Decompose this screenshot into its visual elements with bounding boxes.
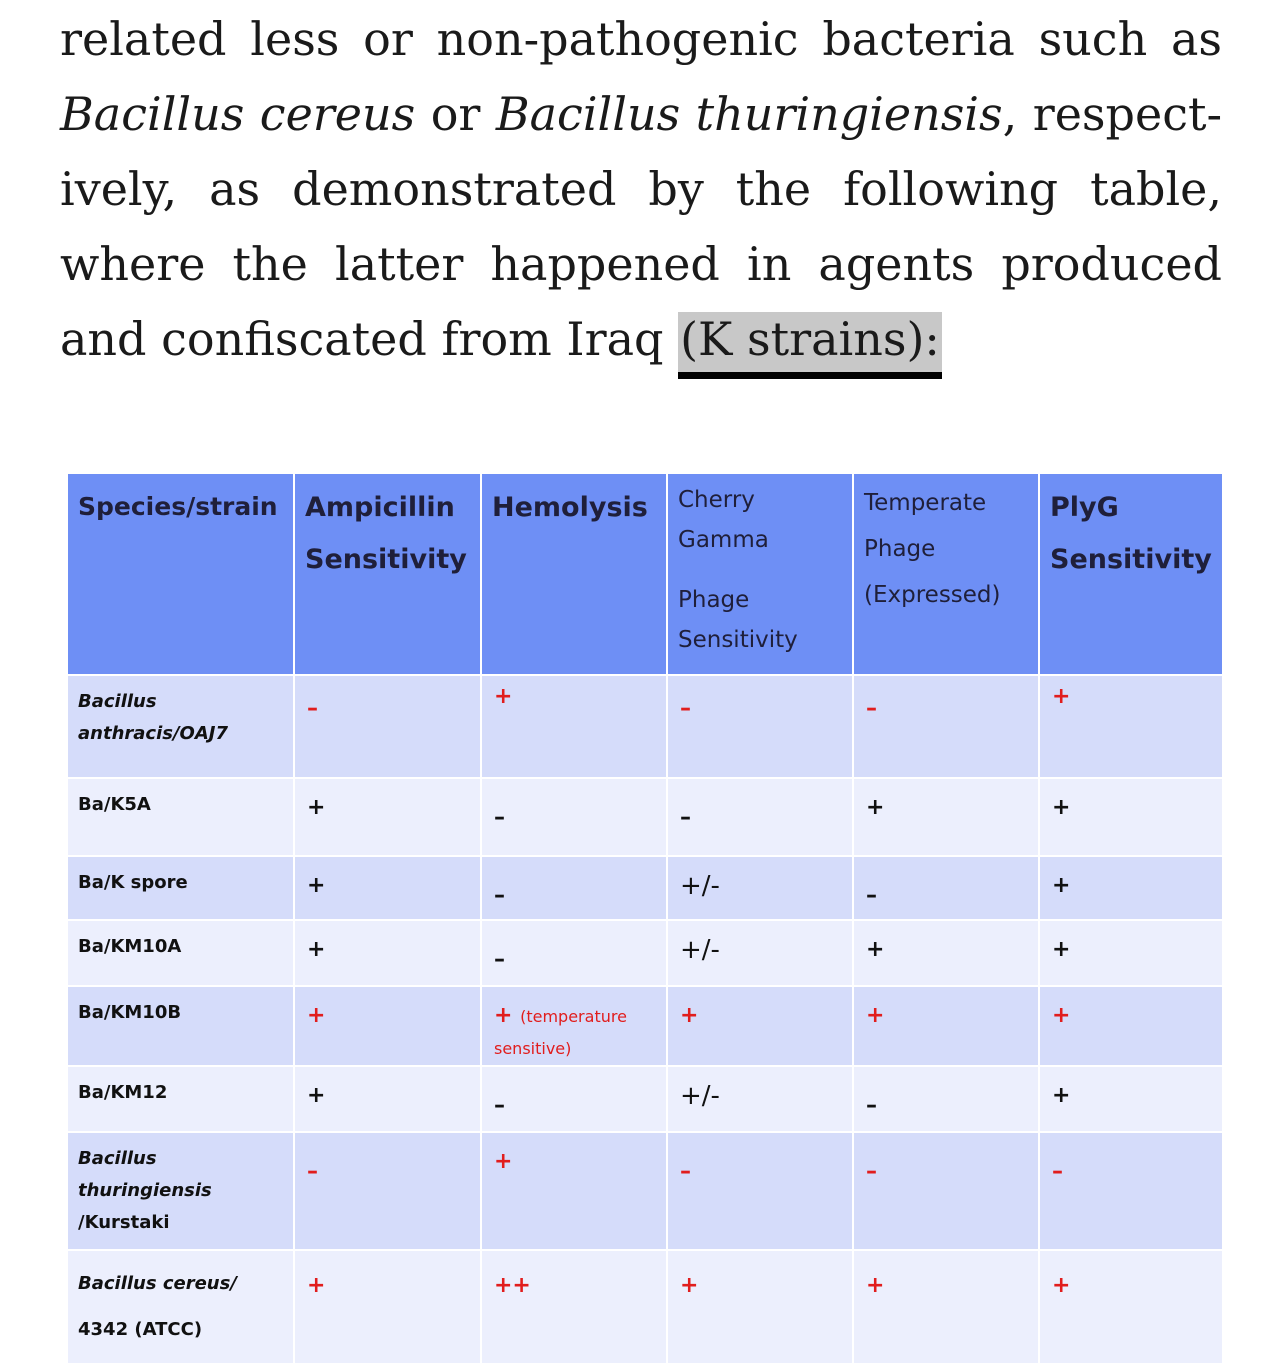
hemolysis-cell: –: [481, 1066, 667, 1132]
ampicillin-cell: –: [294, 675, 481, 778]
plyg-cell: +: [1039, 675, 1223, 778]
cherry-phage-cell: –: [667, 778, 853, 856]
cherry-phage-cell: +: [667, 1250, 853, 1364]
species-cell: Ba/K5A: [67, 778, 294, 856]
header-cherry-gamma: Cherry Gamma: [678, 487, 769, 553]
table-row: [67, 778, 1223, 856]
header-hemolysis: Hemolysis: [481, 473, 667, 675]
species-cell: Ba/KM12: [67, 1066, 294, 1132]
species-cell: Bacillus anthracis/OAJ7: [67, 675, 294, 778]
header-phage-sensitivity: Phage Sensitivity: [678, 587, 798, 653]
strain-comparison-table: [66, 472, 1224, 1365]
header-ampicillin-sensitivity: Ampicillin Sensitivity: [294, 473, 481, 675]
table-row: [67, 920, 1223, 986]
temperate-phage-cell: –: [853, 856, 1039, 920]
ampicillin-cell: +: [294, 920, 481, 986]
plyg-cell: +: [1039, 778, 1223, 856]
text-confiscated: and confiscated from Iraq: [60, 312, 679, 366]
plyg-cell: +: [1039, 856, 1223, 920]
temperate-phage-cell: –: [853, 1132, 1039, 1250]
ampicillin-cell: +: [294, 856, 481, 920]
cherry-phage-cell: +: [667, 986, 853, 1066]
header-cherry-gamma-phage: [667, 473, 853, 675]
species-strain: /Kurstaki: [78, 1212, 170, 1233]
cherry-phage-cell: +/-: [667, 856, 853, 920]
ampicillin-cell: +: [294, 986, 481, 1066]
header-plyg-sensitivity: PlyG Sensitivity: [1039, 473, 1223, 675]
table-header-row: [67, 473, 1223, 675]
temperate-phage-cell: +: [853, 1250, 1039, 1364]
paragraph-line-5: [60, 302, 1222, 377]
plyg-cell: –: [1039, 1132, 1223, 1250]
header-spacer: [678, 560, 842, 580]
temperate-phage-cell: –: [853, 1066, 1039, 1132]
temperate-phage-cell: +: [853, 778, 1039, 856]
table-row: [67, 1250, 1223, 1364]
species-cell: Ba/K spore: [67, 856, 294, 920]
ampicillin-cell: +: [294, 778, 481, 856]
temperate-phage-cell: +: [853, 986, 1039, 1066]
ampicillin-cell: –: [294, 1132, 481, 1250]
species-cell: Ba/KM10A: [67, 920, 294, 986]
hemolysis-cell: ++: [481, 1250, 667, 1364]
text-or: or: [415, 87, 496, 141]
ampicillin-cell: +: [294, 1250, 481, 1364]
cherry-phage-cell: –: [667, 675, 853, 778]
plyg-cell: +: [1039, 1250, 1223, 1364]
hemolysis-note: (temperature sensitive): [494, 1007, 627, 1058]
text-respect: , respect-: [1002, 87, 1222, 141]
species-bacillus-thuringiensis: Bacillus thuringiensis: [495, 87, 1003, 141]
highlighted-text[interactable]: (K strains):: [678, 312, 942, 379]
body-paragraph: [60, 2, 1222, 377]
species-bacillus-cereus: Bacillus cereus: [60, 87, 416, 141]
plyg-cell: +: [1039, 920, 1223, 986]
hemolysis-cell: [481, 986, 667, 1066]
hemolysis-cell: +: [481, 1132, 667, 1250]
species-cell: [67, 1250, 294, 1364]
cherry-phage-cell: +/-: [667, 1066, 853, 1132]
table-row: [67, 986, 1223, 1066]
cherry-phage-cell: –: [667, 1132, 853, 1250]
table-row: [67, 856, 1223, 920]
species-name: Bacillus cereus/: [78, 1273, 237, 1294]
hemolysis-cell: –: [481, 856, 667, 920]
plyg-cell: +: [1039, 1066, 1223, 1132]
paragraph-line-4: where the latter happened in agents produced: [60, 237, 1222, 291]
species-name: Bacillus thuringiensis: [78, 1148, 212, 1201]
paragraph-line-2: [60, 77, 1222, 152]
header-temperate-phage: Temperate Phage (Expressed): [853, 473, 1039, 675]
ampicillin-cell: +: [294, 1066, 481, 1132]
table-row: [67, 1066, 1223, 1132]
species-strain: 4342 (ATCC): [78, 1319, 203, 1340]
hemolysis-cell: –: [481, 778, 667, 856]
cherry-phage-cell: +/-: [667, 920, 853, 986]
paragraph-line-1: related less or non-pathogenic bacteria such as: [60, 12, 1222, 66]
hemolysis-value: +: [494, 1003, 513, 1028]
table-row: [67, 1132, 1223, 1250]
hemolysis-cell: +: [481, 675, 667, 778]
table-row: [67, 675, 1223, 778]
temperate-phage-cell: +: [853, 920, 1039, 986]
species-cell: Ba/KM10B: [67, 986, 294, 1066]
plyg-cell: +: [1039, 986, 1223, 1066]
header-species-strain: Species/strain: [67, 473, 294, 675]
paragraph-line-3: ively, as demonstrated by the following table,: [60, 162, 1222, 216]
temperate-phage-cell: –: [853, 675, 1039, 778]
hemolysis-cell: –: [481, 920, 667, 986]
species-cell: [67, 1132, 294, 1250]
